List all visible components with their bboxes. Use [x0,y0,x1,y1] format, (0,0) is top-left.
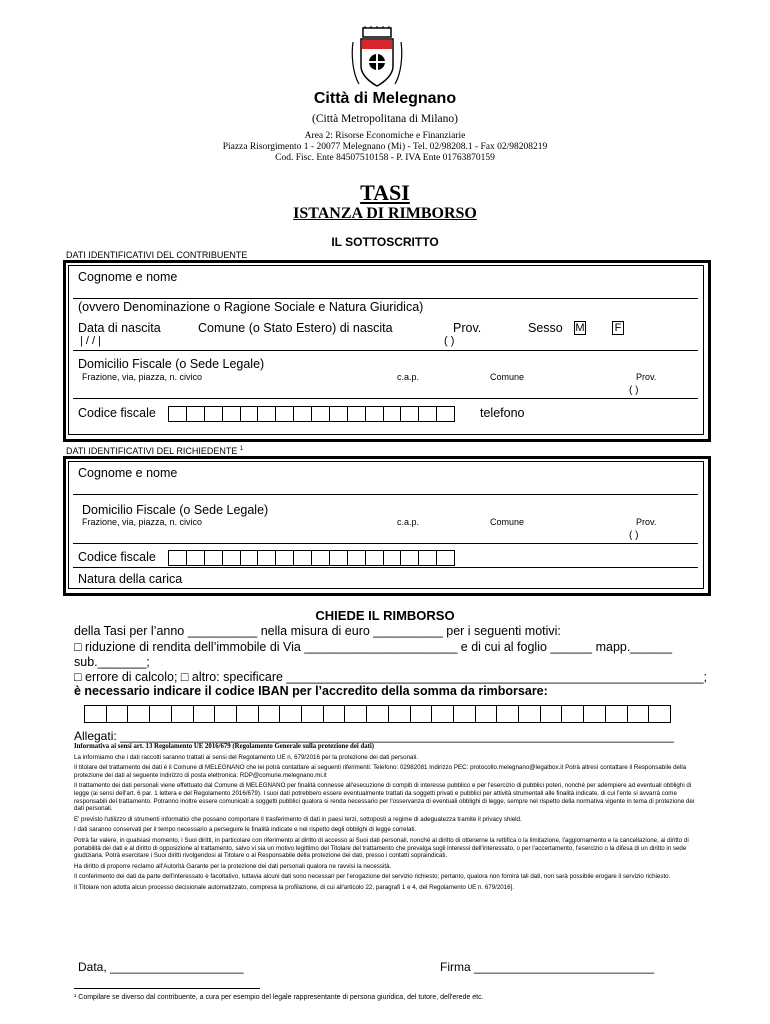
applicant-name-field[interactable] [73,494,698,495]
request-reason-rendita[interactable]: □ riduzione di rendita dell’immobile di Via ______________________ e di cui al foglio ______ mapp.______ [74,640,673,654]
denomination-label: (ovvero Denominazione o Ragione Sociale e Natura Giuridica) [78,300,424,314]
sex-f-checkbox[interactable]: F [612,321,624,335]
birth-prov-field[interactable]: ( ) [444,335,455,347]
prov-label: Prov. [636,372,657,382]
birth-date-field[interactable]: | / / | [80,335,101,347]
privacy-paragraph: Il conferimento dei dati da parte dell'interessato è facoltativo, tuttavia alcuni dati sono necessari per l'erogazione del servizio richiesto; pertanto, qualora non fornirà tali dati, non sarà possibile erogare il servizio richiesto. [74,873,671,881]
privacy-title: Informativa ai sensi art. 13 Regolamento UE 2016/679 (Regolamento Generale sulla protezione dei dati) [74,743,375,750]
phone-label: telefono [480,406,525,420]
signature-field[interactable]: Firma ___________________________ [440,960,655,974]
privacy-paragraph: E' previsto l'utilizzo di strumenti informatici che possano comportare il trasferimento di dati in paesi terzi, sottoposti a regime di adeguatezza tramite il privacy shield. [74,815,522,823]
divider [73,543,698,544]
applicant-section-label: DATI IDENTIFICATIVI DEL RICHIEDENTE $^1$ [66,446,244,456]
domicile-label: Domicilio Fiscale (o Sede Legale) [78,357,265,371]
undersigned-heading: IL SOTTOSCRITTO [331,235,439,249]
prov-field[interactable]: ( ) [629,385,639,396]
privacy-paragraph: La informiamo che i dati raccolti saranno trattati ai sensi del Regolamento UE n. 679/2016 per la protezione dei dati personali. [74,753,418,761]
birth-date-label: Data di nascita [78,321,161,335]
street-label: Frazione, via, piazza, n. civico [82,372,203,382]
tax-code-field[interactable] [168,406,455,422]
office-area: Area 2: Risorse Economiche e Finanziarie [304,131,466,141]
privacy-paragraph: Il trattamento dei dati personali viene effettuato dal Comune di MELEGNANO per finalità connesse all'esecuzione di compiti di interesse pubblico e per l'esercizio di pubblici poteri, nonché per adempiere ad eventuali obblighi di legge (ai sensi dell'art. 6 par. 1 lettera e del Regolamento 2016/679). I suoi dati potrebbero essere eventualmente trattati da soggetti privati e pubblici per attività strumentali alle finalità indicate, di cui l'ente si avvarrà come responsabili del trattamento. Potranno inoltre essere comunicati a soggetti pubblici qualora si renda necessario per l'osservanza di eventuali obblighi di legge, sempre nel rispetto della normativa vigente in tema di protezione dei dati personali. [74,782,695,813]
applicant-prov-field[interactable]: ( ) [629,530,639,541]
request-sub[interactable]: sub._______; [74,655,150,669]
privacy-paragraph: Ha diritto di proporre reclamo all'Autorità Garante per la protezione dei dati personali qualora ne ravvisi la necessità. [74,862,392,870]
tax-code-label: Codice fiscale [78,406,156,420]
city-name: Città di Melegnano [313,90,457,107]
applicant-tax-code-label: Codice fiscale [78,550,156,564]
metro-city: (Città Metropolitana di Milano) [312,113,458,125]
divider [73,398,698,399]
privacy-paragraph: I dati saranno conservati per il tempo necessario a perseguire le finalità indicate e nel rispetto degli obblighi di legge correlati. [74,826,417,834]
town-label: Comune [490,372,525,382]
applicant-tax-code-field[interactable] [168,550,455,566]
birth-town-label: Comune (o Stato Estero) di nascita [198,321,393,335]
attachments-field[interactable]: Allegati: ___________________________________________________________________________________ [74,729,674,743]
request-heading: CHIEDE IL RIMBORSO [315,608,455,623]
cap-label: c.a.p. [397,372,420,382]
request-year-amount[interactable]: della Tasi per l’anno __________ nella misura di euro __________ per i seguenti motivi: [74,624,561,638]
applicant-town-label: Comune [490,517,525,527]
applicant-name-label: Cognome e nome [78,466,178,480]
privacy-paragraph: Il titolare del trattamento dei dati è il Comune di MELEGNANO che lei potrà contattare ai seguenti riferimenti: Telefono: 02982081 Indirizzo PEC: protocollo.melegnano@legalbox.it Potrà altresì contattare il Responsabile della protezione dei dati al seguente indirizzo di posta elettronica: RDP@comune.melegnano.mi.it [74,764,687,779]
applicant-cap-label: c.a.p. [397,517,420,527]
request-reason-other[interactable]: □ errore di calcolo; □ altro: specificare ____________________________________________________________; [74,670,707,684]
footnote-divider [74,988,260,989]
contributor-section-label: DATI IDENTIFICATIVI DEL CONTRIBUENTE [66,250,248,260]
form-subtitle: ISTANZA DI RIMBORSO [293,205,477,222]
role-label: Natura della carica [78,572,183,586]
privacy-paragraph: Potrà far valere, in qualsiasi momento, i Suoi diritti, in particolare con riferimento al diritto di accesso ai Suoi dati personali, nonché al diritto di ottenerne la rettifica o la limitazione, l'aggiornamento e la cancellazione, ai diritto di portabilità dei dati e al diritto di opposizione al trattamento, salvo vi sia un motivo legittimo del Titolare del trattamento che prevalga sugli interessi dell'interessato, o per l'accertamento, l'esercizio o la difesa di un diritto in sede giudiziaria. Potrà esercitare i Suoi diritti rivolgendosi al Titolare o al Responsabile della protezione dei dati, presso i contatti sopraindicati. [74,836,689,860]
contributor-name-field[interactable] [73,298,698,299]
applicant-street-label: Frazione, via, piazza, n. civico [82,517,203,527]
sex-m-checkbox[interactable]: M [575,322,585,334]
office-address: Piazza Risorgimento 1 - 20077 Melegnano (Mi) - Tel. 02/98208.1 - Fax 02/98208219 [222,142,548,152]
privacy-paragraph: Il Titolare non adotta alcun processo decisionale automatizzato, compresa la profilazione, di cui all'articolo 22, paragrafi 1 e 4, del Regolamento UE n. 679/2016]. [74,883,515,891]
applicant-prov-label: Prov. [636,517,657,527]
footnote-text: ¹ Compilare se diverso dal contribuente, a cura per esempio del legale rappresentante di persona giuridica, del tutore, dell'erede etc. [74,994,484,1001]
privacy-notice [74,743,704,895]
city-coat-of-arms [349,26,405,92]
contributor-name-label: Cognome e nome [78,270,178,284]
divider [73,350,698,351]
iban-note: è necessario indicare il codice IBAN per l’accredito della somma da rimborsare: [74,684,548,698]
form-title: TASI [360,180,410,205]
fiscal-codes: Cod. Fisc. Ente 84507510158 - P. IVA Ente 01763870159 [275,153,495,163]
date-field[interactable]: Data, ____________________ [78,960,244,974]
birth-prov-label: Prov. [453,321,482,335]
divider [73,567,698,568]
applicant-domicile-label: Domicilio Fiscale (o Sede Legale) [82,503,269,517]
sex-label: Sesso [528,321,563,335]
iban-field[interactable] [84,705,671,723]
